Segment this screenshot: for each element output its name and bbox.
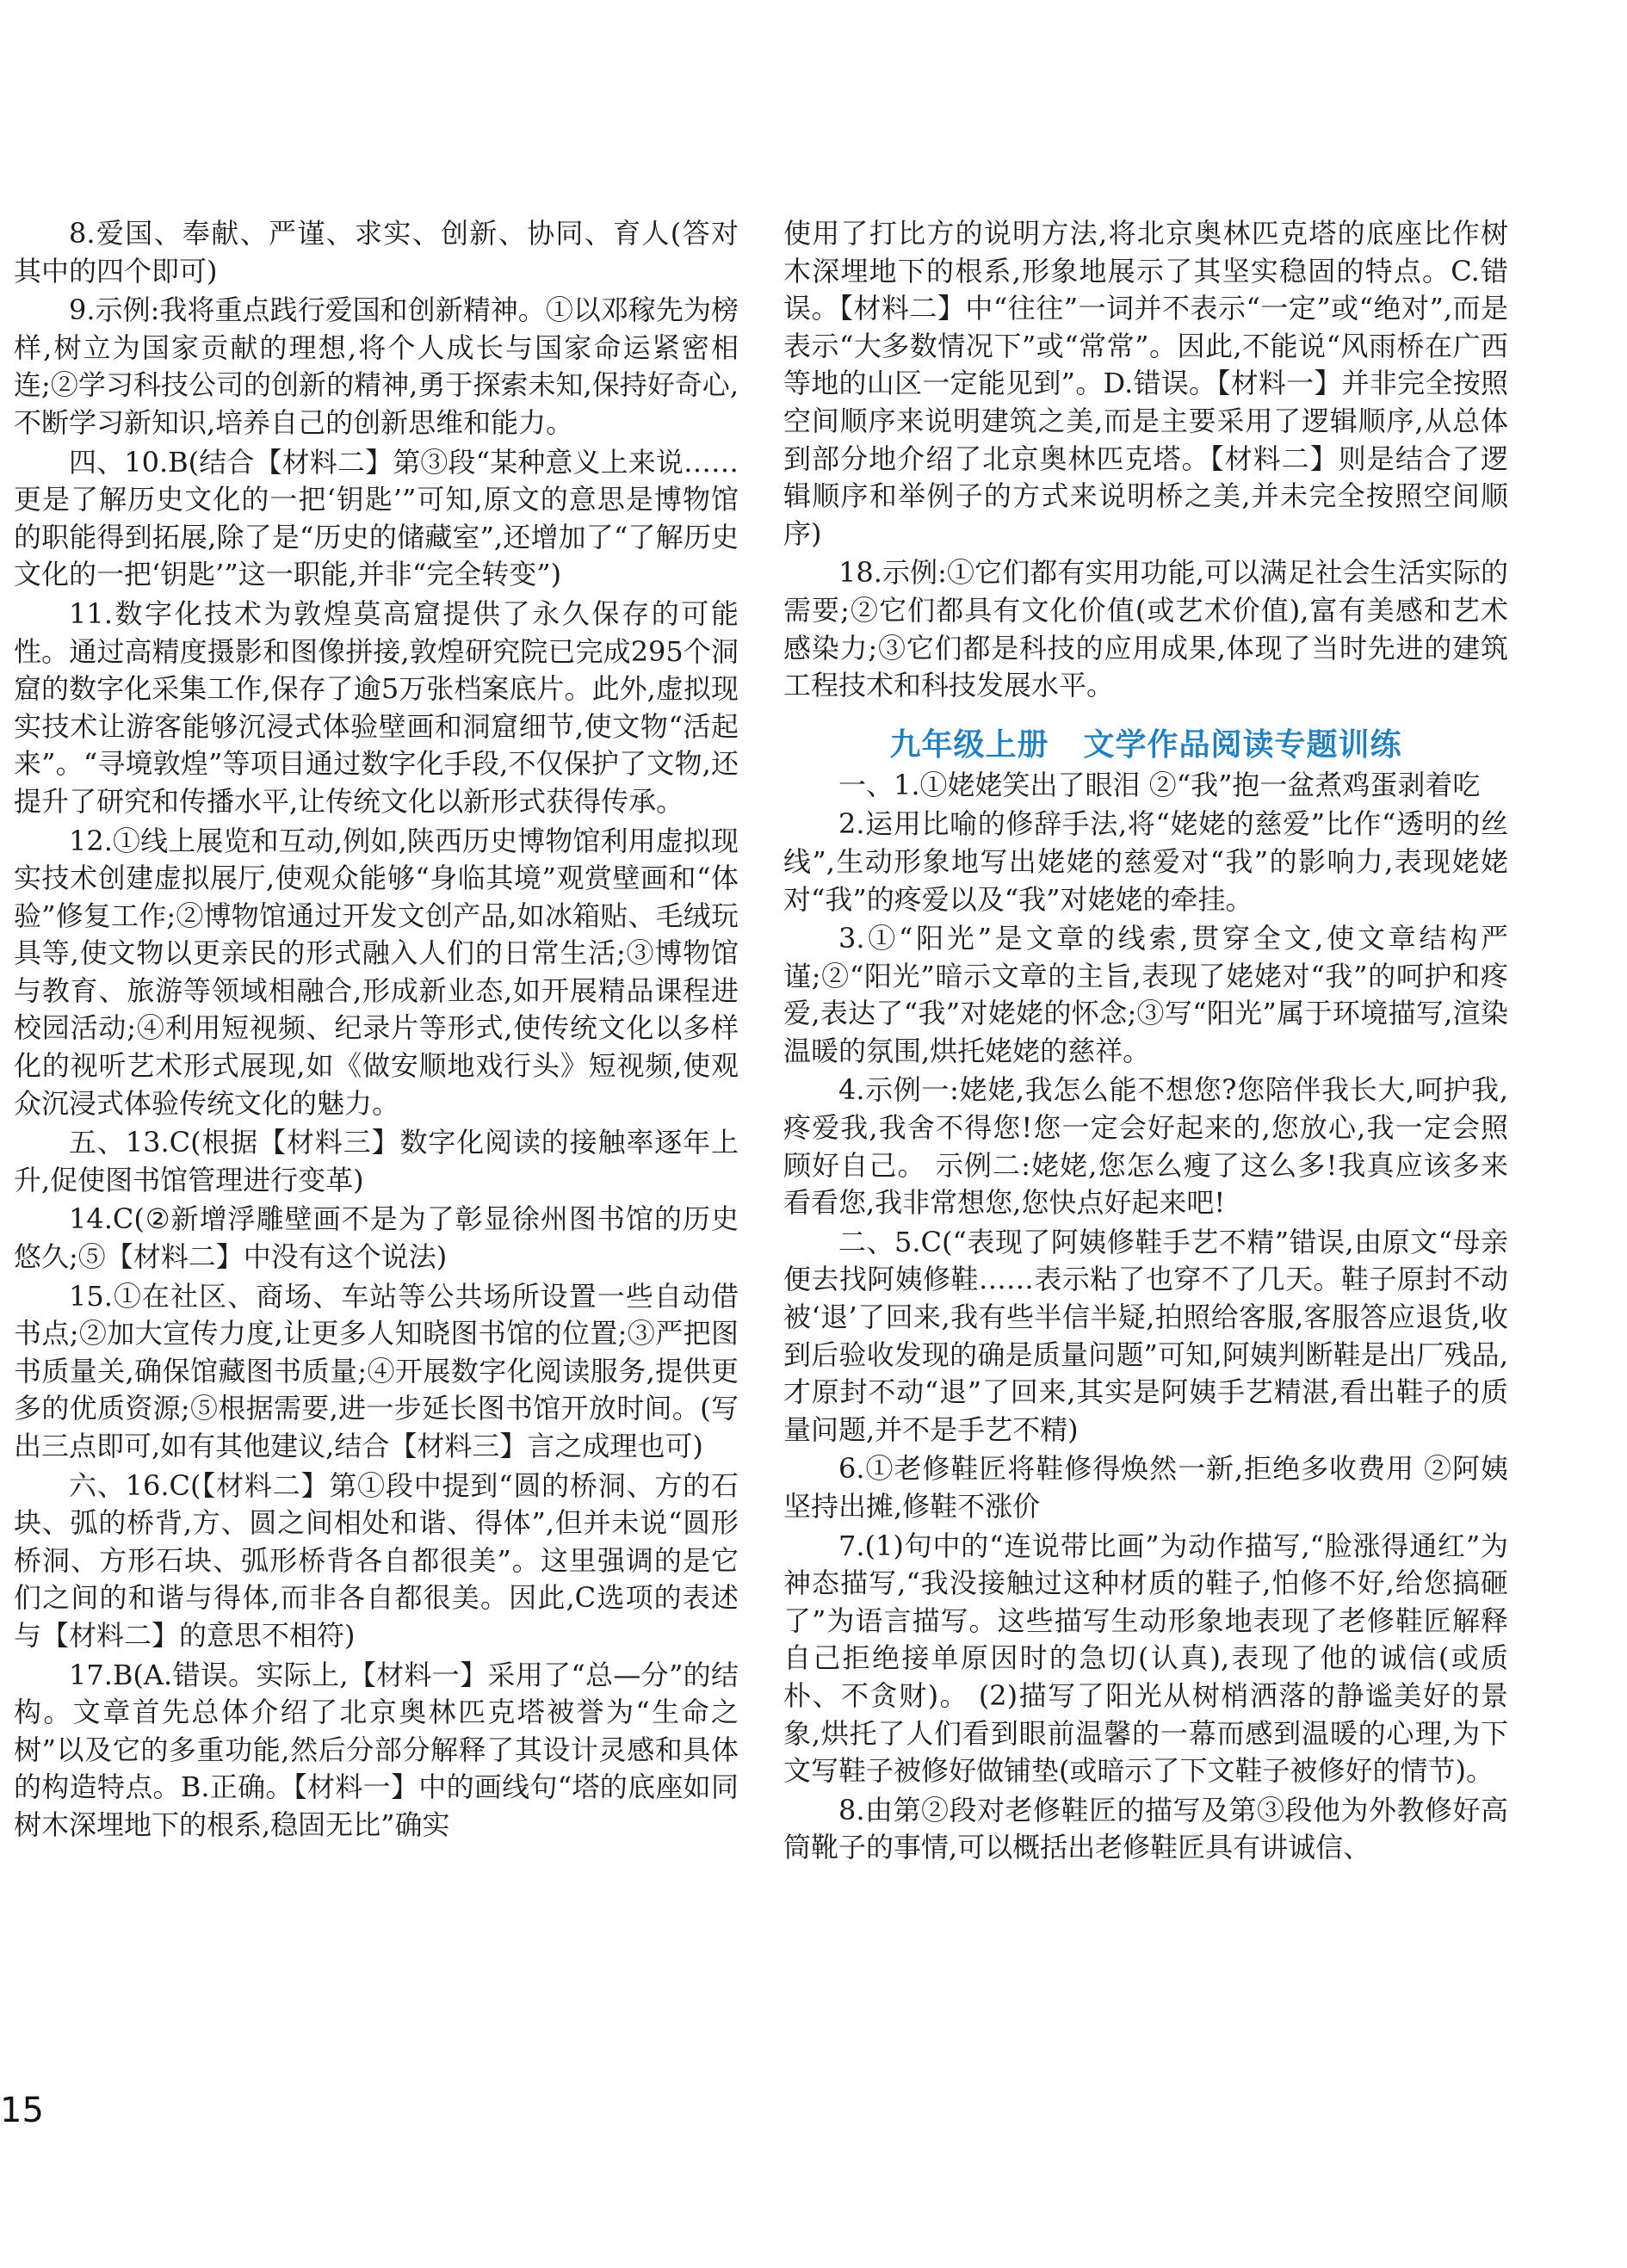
literary-answer-4: 4.示例一:姥姥,我怎么能不想您?您陪伴我长大,呵护我,疼爱我,我舍不得您!您一定会好起来的,您放心,我一定会照顾好自己。 示例二:姥姥,您怎么瘦了这么多!我真应该多来看看您,我非常想您,您快点好起来吧!: [783, 1073, 1508, 1220]
section-grade: 九年级上册: [889, 726, 1049, 763]
answer-18: 18.示例:①它们都有实用功能,可以满足社会生活实际的需要;②它们都具有文化价值(或艺术价值),富有美感和艺术感染力;③它们都是科技的应用成果,体现了当时先进的建筑工程技术和科技发展水平。: [783, 556, 1508, 702]
literary-answer-5: 二、5.C(“表现了阿姨修鞋手艺不精”错误,由原文“母亲便去找阿姨修鞋……表示粘了也穿不了几天。鞋子原封不动被‘退’了回来,我有些半信半疑,拍照给客服,客服答应退货,收到后验收发现的确是质量问题”可知,阿姨判断鞋是出厂残品,才原封不动“退”了回来,其实是阿姨手艺精湛,看出鞋子的质量问题,并不是手艺不精): [783, 1225, 1508, 1446]
literary-answer-8: 8.由第②段对老修鞋匠的描写及第③段他为外教修好高筒靴子的事情,可以概括出老修鞋匠具有讲诚信、: [783, 1793, 1508, 1864]
literary-answer-3: 3.①“阳光”是文章的线索,贯穿全文,使文章结构严谨;②“阳光”暗示文章的主旨,表现了姥姥对“我”的呵护和疼爱,表达了“我”对姥姥的怀念;③写“阳光”属于环境描写,渲染温暖的氛围,烘托姥姥的慈祥。: [783, 922, 1508, 1067]
answer-13: 五、13.C(根据【材料三】数字化阅读的接触率逐年上升,促使图书馆管理进行变革): [14, 1126, 739, 1196]
answer-8: 8.爱国、奉献、严谨、求实、创新、协同、育人(答对其中的四个即可): [14, 217, 739, 287]
answer-9: 9.示例:我将重点践行爱国和创新精神。①以邓稼先为榜样,树立为国家贡献的理想,将个人成长与国家命运紧密相连;②学习科技公司的创新的精神,勇于探索未知,保持好奇心,不断学习新知识,培养自己的创新思维和能力。: [14, 294, 739, 439]
right-column: [783, 215, 1508, 1867]
literary-answer-7: 7.(1)句中的“连说带比画”为动作描写,“脸涨得通红”为神态描写,“我没接触过这种材质的鞋子,怕修不好,给您搞砸了”为语言描写。这些描写生动形象地表现了老修鞋匠解释自己拒绝接单原因时的急切(认真),表现了他的诚信(或质朴、不贪财)。 (2)描写了阳光从树梢洒落的静谧美好的景象,烘托了人们看到眼前温馨的一幕而感到温暖的心理,为下文写鞋子被修好做铺垫(或暗示了下文鞋子被修好的情节)。: [783, 1529, 1508, 1788]
section-title: 文学作品阅读专题训练: [1083, 726, 1402, 763]
answer-11: 11.数字化技术为敦煌莫高窟提供了永久保存的可能性。通过高精度摄影和图像拼接,敦煌研究院已完成295个洞窟的数字化采集工作,保存了逾5万张档案底片。此外,虚拟现实技术让游客能够沉浸式体验壁画和洞窟细节,使文物“活起来”。“寻境敦煌”等项目通过数字化手段,不仅保护了文物,还提升了研究和传播水平,让传统文化以新形式获得传承。: [14, 596, 739, 818]
answer-16: 六、16.C(【材料二】第①段中提到“圆的桥洞、方的石块、弧的桥背,方、圆之间相处和谐、得体”,但并未说“圆形桥洞、方形石块、弧形桥背各自都很美”。这里强调的是它们之间的和谐与得体,而非各自都很美。因此,C选项的表述与【材料二】的意思不相符): [14, 1468, 739, 1652]
literary-answer-1: 一、1.①姥姥笑出了眼泪 ②“我”抱一盆煮鸡蛋剥着吃: [838, 768, 1481, 801]
literary-answer-2: 2.运用比喻的修辞手法,将“姥姥的慈爱”比作“透明的丝线”,生动形象地写出姥姥的慈爱对“我”的影响力,表现姥姥对“我”的疼爱以及“我”对姥姥的牵挂。: [783, 807, 1508, 916]
left-column: [14, 215, 739, 1845]
answer-12: 12.①线上展览和互动,例如,陕西历史博物馆利用虚拟现实技术创建虚拟展厅,使观众能够“身临其境”观赏壁画和“体验”修复工作;②博物馆通过开发文创产品,如冰箱贴、毛绒玩具等,使文物以更亲民的形式融入人们的日常生活;③博物馆与教育、旅游等领域相融合,形成新业态,如开展精品课程进校园活动;④利用短视频、纪录片等形式,使传统文化以多样化的视听艺术形式展现,如《做安顺地戏行头》短视频,使观众沉浸式体验传统文化的魅力。: [14, 824, 739, 1120]
page-number: 15: [0, 2091, 44, 2130]
answer-15: 15.①在社区、商场、车站等公共场所设置一些自动借书点;②加大宣传力度,让更多人知晓图书馆的位置;③严把图书质量关,确保馆藏图书质量;④开展数字化阅读服务,提供更多的优质资源;⑤根据需要,进一步延长图书馆开放时间。(写出三点即可,如有其他建议,结合【材料三】言之成理也可): [14, 1279, 739, 1462]
answer-14: 14.C(②新增浮雕壁画不是为了彰显徐州图书馆的历史悠久;⑤【材料二】中没有这个说法): [14, 1202, 739, 1274]
answer-17: 17.B(A.错误。实际上,【材料一】采用了“总—分”的结构。文章首先总体介绍了北京奥林匹克塔被誉为“生命之树”以及它的多重功能,然后分部分解释了其设计灵感和具体的构造特点。B.正确。【材料一】中的画线句“塔的底座如同树木深埋地下的根系,稳固无比”确实: [14, 1658, 739, 1841]
section-heading: [783, 724, 1508, 767]
answer-17-continued: 使用了打比方的说明方法,将北京奥林匹克塔的底座比作树木深埋地下的根系,形象地展示了其坚实稳固的特点。C.错误。【材料二】中“往往”一词并不表示“一定”或“绝对”,而是表示“大多数情况下”或“常常”。因此,不能说“风雨桥在广西等地的山区一定能见到”。D.错误。【材料一】并非完全按照空间顺序来说明建筑之美,而是主要采用了逻辑顺序,从总体到部分地介绍了北京奥林匹克塔。【材料二】则是结合了逻辑顺序和举例子的方式来说明桥之美,并未完全按照空间顺序): [783, 217, 1508, 550]
answer-10: 四、10.B(结合【材料二】第③段“某种意义上来说……更是了解历史文化的一把‘钥匙’”可知,原文的意思是博物馆的职能得到拓展,除了是“历史的储藏室”,还增加了“了解历史文化的一把‘钥匙’”这一职能,并非“完全转变”): [14, 445, 739, 591]
literary-answer-6: 6.①老修鞋匠将鞋修得焕然一新,拒绝多收费用 ②阿姨坚持出摊,修鞋不涨价: [783, 1452, 1508, 1523]
